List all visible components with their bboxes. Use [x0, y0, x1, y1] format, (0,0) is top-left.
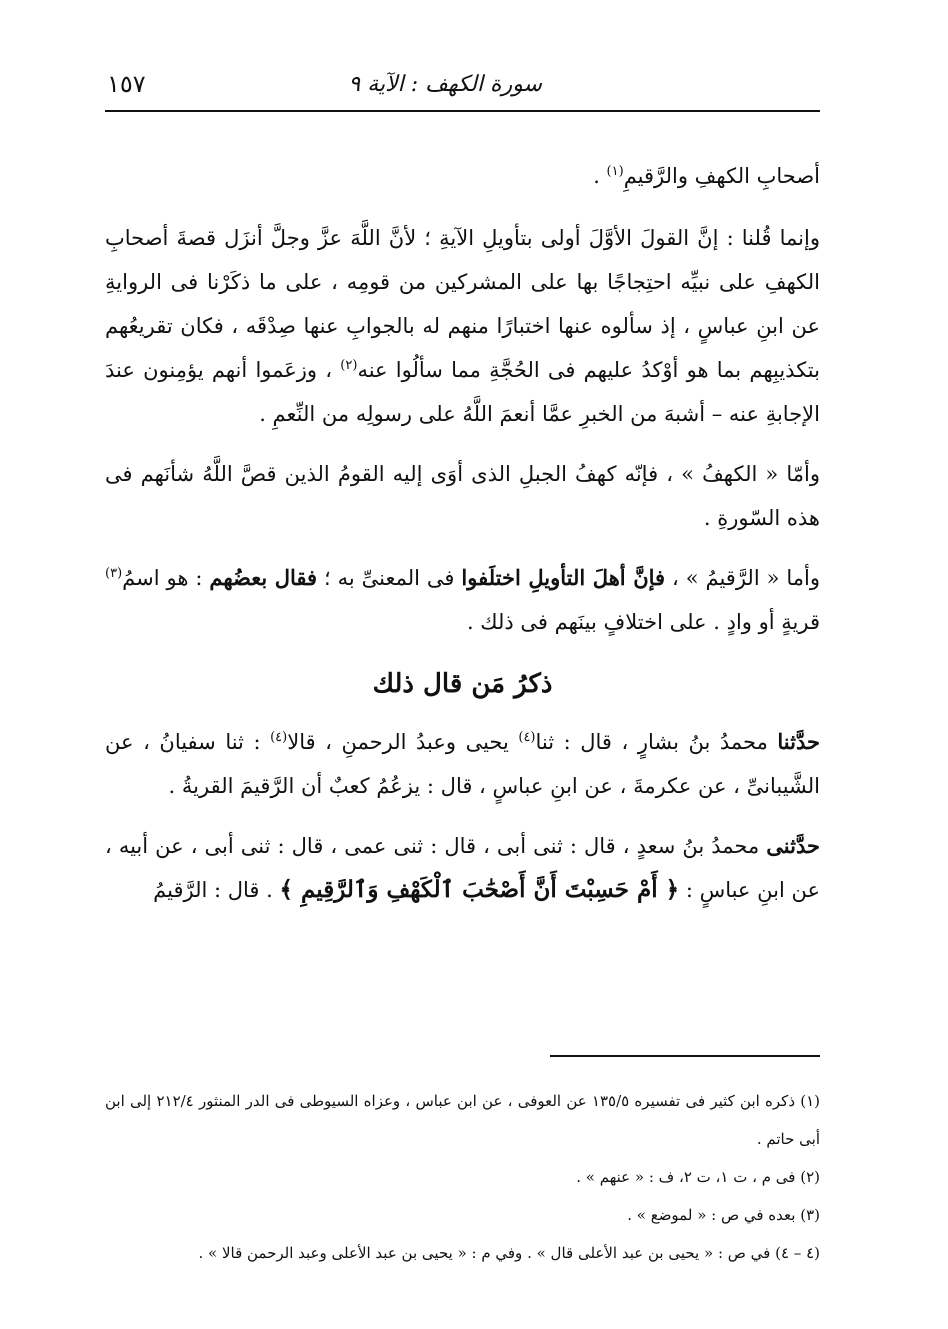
footnote-ref-3[interactable]: (٣): [105, 566, 123, 581]
bold-phrase: فقال بعضُهم: [209, 565, 318, 590]
paragraph-text: : ثنا سفيانُ ، عن الشَّيبانىِّ ، عن عكرمةَ ، عن ابنِ عباسٍ ، قال : يزعُمُ كعبٌ أن الرَّقيمَ القريةُ .: [105, 730, 820, 798]
running-title: سورة الكهف : الآية ٩: [348, 72, 542, 97]
paragraph-5: [105, 720, 820, 808]
paragraph-3: وأمّا « الكهفُ » ، فإنّه كهفُ الجبلِ الذى أوَى إليه القومُ الذين قصَّ اللَّهُ شأنَهم فى هذه السّورةِ .: [105, 462, 820, 530]
paragraph-2: [105, 216, 820, 436]
bold-phrase: فإنَّ أهلَ التأويلِ اختلَفوا: [461, 565, 666, 590]
quran-verse: ﴿ أَمْ حَسِبْتَ أَنَّ أَصْحَٰبَ ٱلْكَهْفِ وَٱلرَّقِيمِ ﴾: [279, 876, 680, 903]
paragraph-4: [105, 556, 820, 644]
paragraph-text: فى المعنىِّ به ؛: [317, 566, 462, 590]
paragraph-text: وأما « الرَّقيمُ » ،: [665, 566, 820, 590]
paragraph-1: [105, 154, 820, 198]
footnote-1: (١) ذكره ابن كثير فى تفسيره ١٣٥/٥ عن العوفى ، عن ابن عباس ، وعزاه السيوطى فى الدر المنثور ٢١٢/٤ إلى ابن أبى حاتم .: [105, 1092, 820, 1148]
book-page: [105, 62, 820, 1302]
paragraph-text: .: [593, 164, 607, 188]
paragraph-text: أصحابِ الكهفِ والرَّقيمِ: [623, 164, 820, 188]
footnotes: [105, 1082, 820, 1272]
paragraph-text: . قال : الرَّقيمُ: [153, 878, 280, 902]
main-text: [105, 154, 820, 912]
paragraph-text: ، وزعَموا أنهم يؤمِنون عندَ الإجابةِ عنه – أشبهَ من الخبرِ عمَّا أنعمَ اللَّهُ على رسولِه من النِّعمِ .: [105, 358, 820, 426]
footnote-ref-2[interactable]: (٢): [340, 358, 358, 373]
page-number: ١٥٧: [107, 70, 146, 98]
footnote-ref-4-end[interactable]: (٤): [270, 730, 288, 745]
footnote-2: (٢) فى م ، ت ١، ت ٢، ف : « عنهم » .: [576, 1168, 820, 1186]
section-heading: ذكرُ مَن قال ذلك: [372, 669, 553, 699]
page-header: [105, 62, 820, 112]
paragraph-text: محمدُ بنُ سعدٍ ، قال : ثنى أبى ، قال : ثنى عمى ، قال : ثنى أبى ، عن أبيه ، عن ابنِ عباسٍ :: [105, 834, 820, 902]
paragraph-text: : هو اسمُ: [122, 566, 210, 590]
paragraph-text: محمدُ بنُ بشارٍ ، قال : ثنا: [535, 730, 778, 754]
paragraph-text: قريةٍ أو وادٍ . على اختلافٍ بينَهم فى ذلك .: [466, 610, 820, 634]
footnote-ref-1[interactable]: (١): [606, 164, 624, 179]
footnote-4: (٤ – ٤) في ص : « يحيى بن عبد الأعلى قال » . وفي م : « يحيى بن عبد الأعلى وعبد الرحمن قالا » .: [198, 1244, 820, 1262]
narration-keyword: حدَّثنى: [766, 833, 820, 858]
footnote-3: (٣) بعده في ص : « لموضع » .: [627, 1206, 820, 1224]
narration-keyword: حدَّثنا: [777, 729, 820, 754]
paragraph-text: وإنما قُلنا : إنَّ القولَ الأوَّلَ أولى بتأويلِ الآيةِ ؛ لأنَّ اللَّهَ عزَّ وجلَّ أنزَل قصةَ أصحابِ الكهفِ على نبيِّه احتِجاجًا بها على المشركين من قومِه ، على ما ذكَرْنا فى الروايةِ عن ابنِ عباسٍ ، إذ سألوه عنها اختبارًا منهم له بالجوابِ عنها صِدْقَه ، فكان تقريعُهم بتكذيبِهم بما هو أوْكدُ عليهم فى الحُجَّةِ مما سألُوا عنه: [105, 226, 820, 382]
footnote-divider: [550, 1055, 820, 1057]
paragraph-text: يحيى وعبدُ الرحمنِ ، قالا: [287, 730, 519, 754]
paragraph-6: [105, 824, 820, 912]
footnote-ref-4-start[interactable]: (٤): [518, 730, 536, 745]
